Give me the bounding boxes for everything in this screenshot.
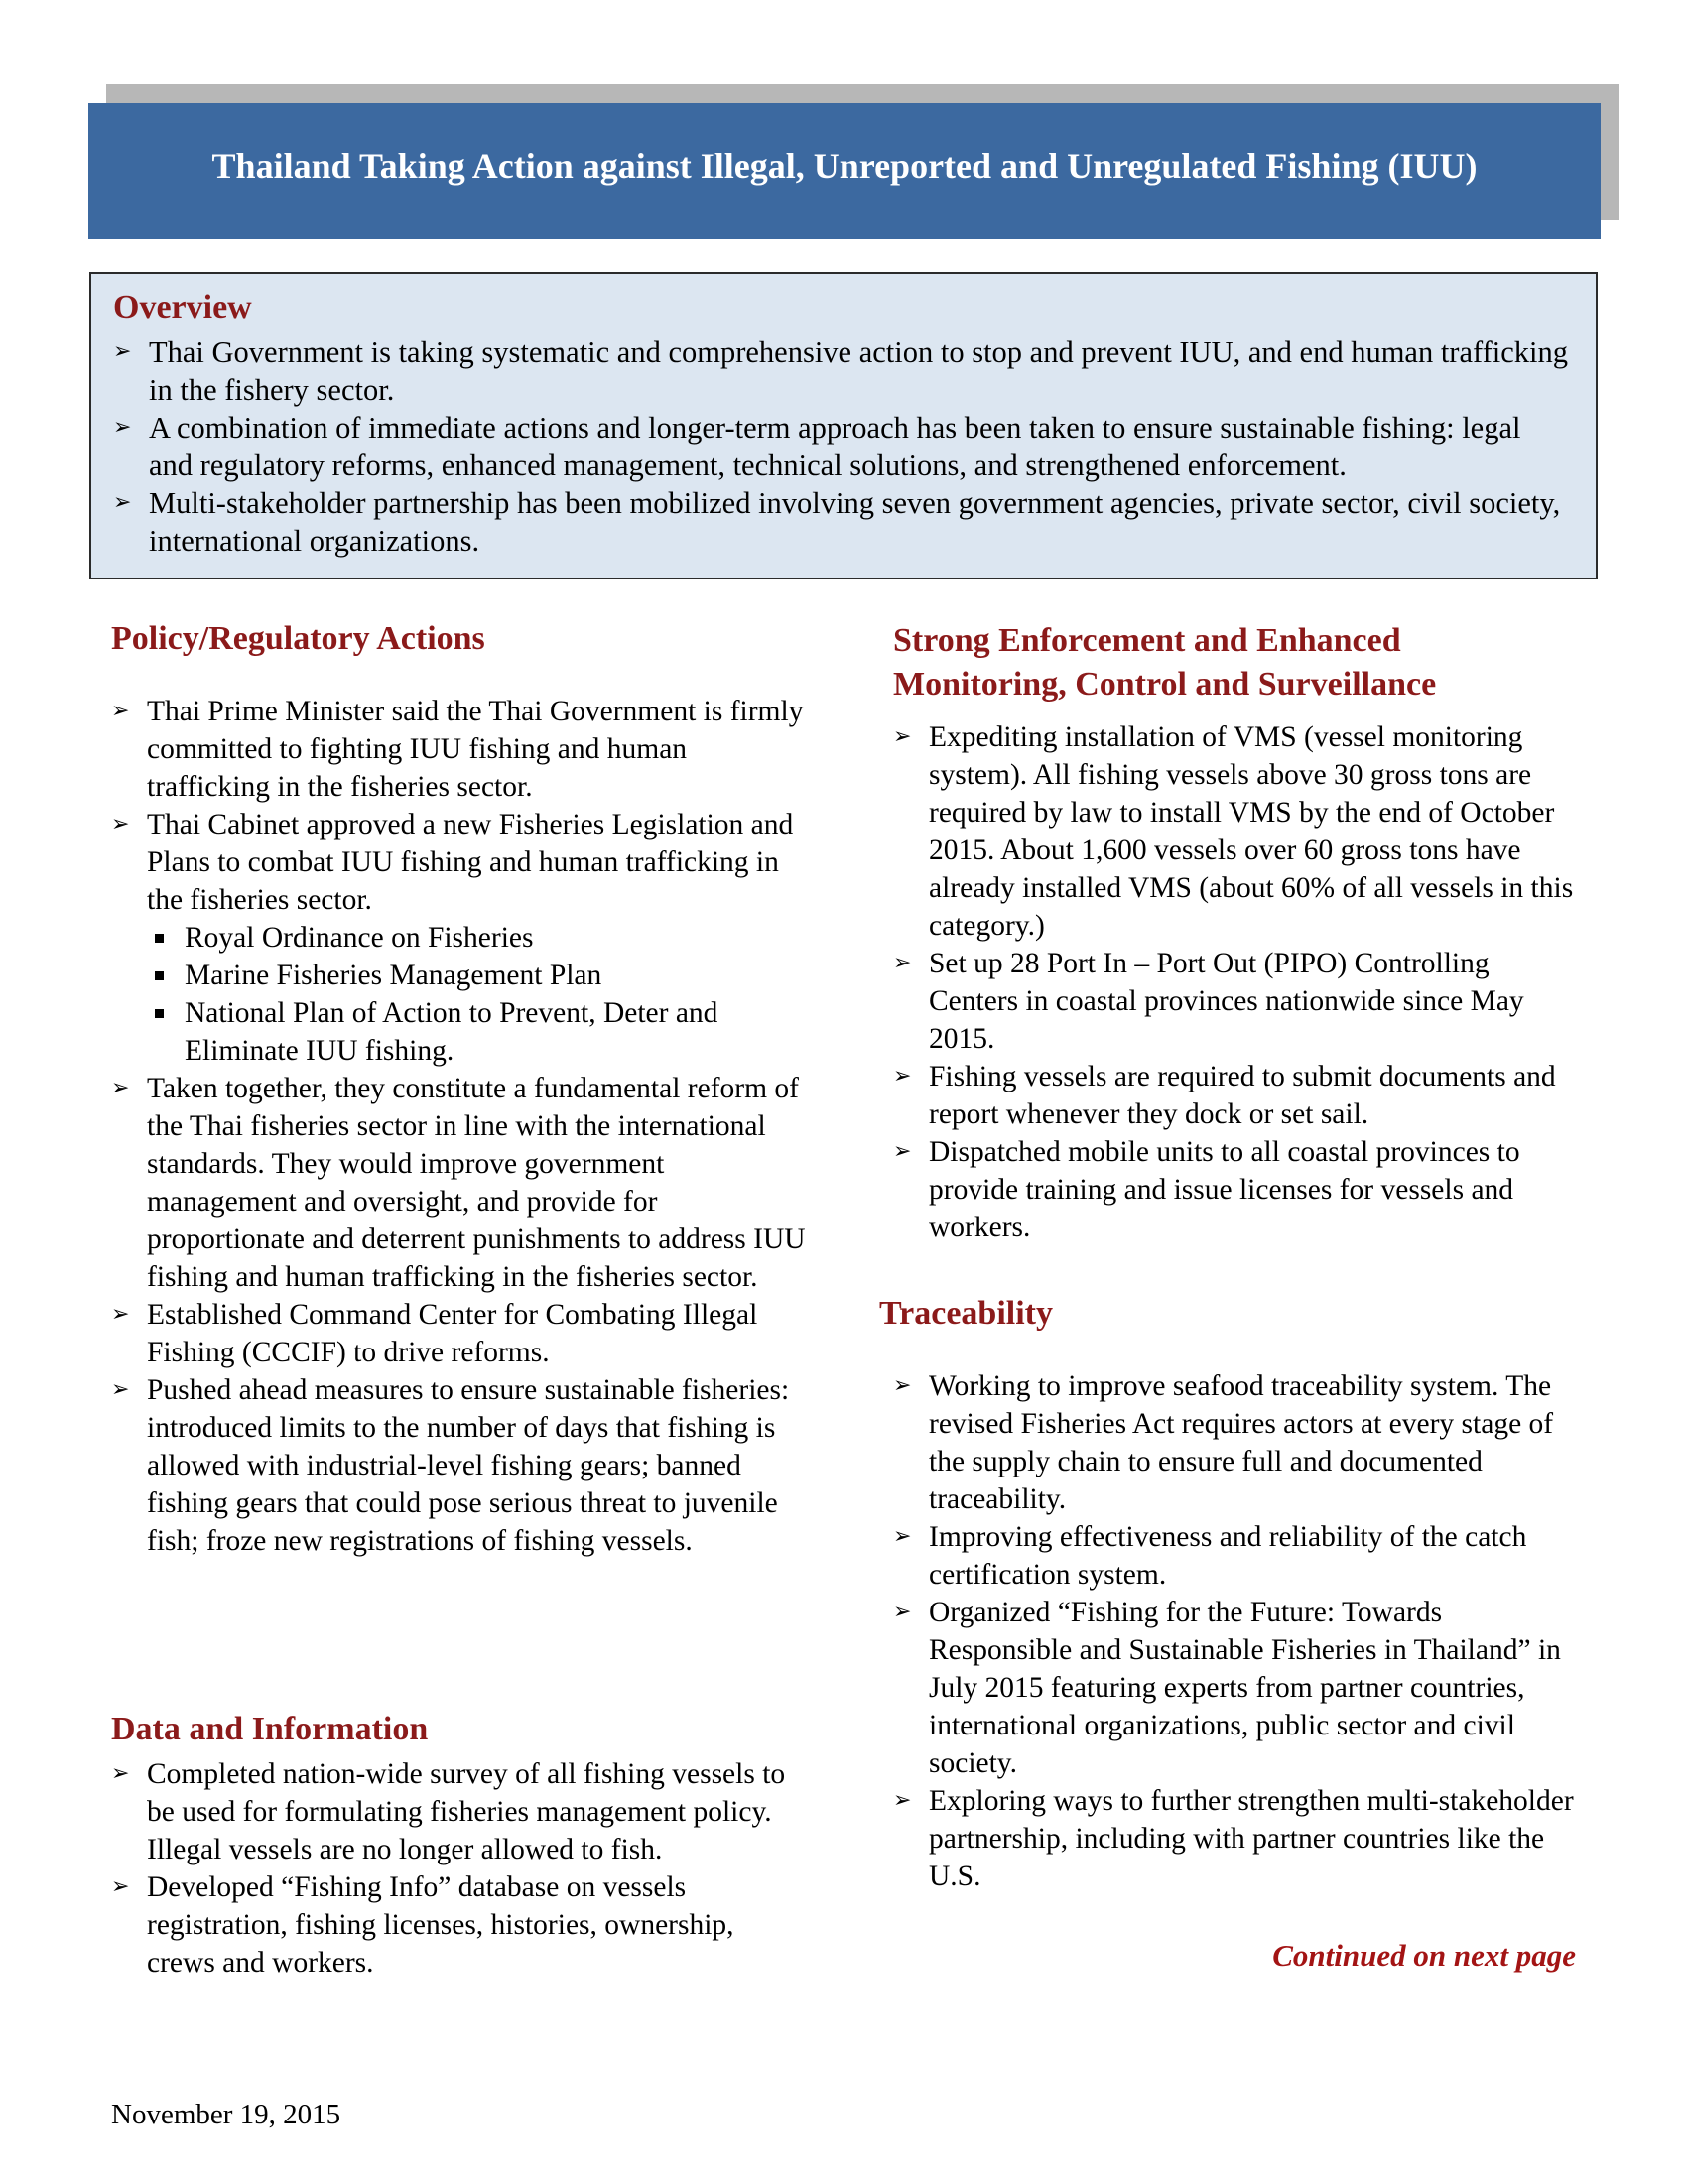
data-info-list [111,1755,806,1982]
list-item: ➢ Multi-stakeholder partnership has been mobilized involving seven government agencies, private sector, civil society, international organizations. [113,486,1561,558]
square-bullet-icon [155,1009,164,1018]
arrow-bullet-icon: ➢ [893,1064,912,1089]
policy-list-cont [111,1070,806,1560]
list-item: ➢ Set up 28 Port In – Port Out (PIPO) Controlling Centers in coastal provinces nationwide since May 2015. [893,945,1578,1058]
arrow-bullet-icon: ➢ [111,1377,130,1402]
square-bullet-icon [155,971,164,980]
arrow-bullet-icon: ➢ [893,724,912,749]
traceability-title: Traceability [879,1295,1053,1332]
enforcement-list [893,718,1578,1246]
list-item: ➢ Established Command Center for Combating Illegal Fishing (CCCIF) to drive reforms. [111,1296,806,1371]
arrow-bullet-icon: ➢ [893,1600,912,1624]
sub-list-item: Marine Fisheries Management Plan [111,957,806,994]
arrow-bullet-icon: ➢ [111,812,130,836]
policy-title: Policy/Regulatory Actions [111,620,485,657]
list-item: ➢ Dispatched mobile units to all coastal provinces to provide training and issue licenses for vessels and workers. [893,1133,1578,1246]
page-title: Thailand Taking Action against Illegal, Unreported and Unregulated Fishing (IUU) [211,145,1478,186]
list-item: ➢ Taken together, they constitute a fundamental reform of the Thai fisheries sector in line with the international standards. They would improve government management and oversight, and provide for proportionate and deterrent punishments to address IUU fishing and human trafficking in the fisheries sector. [111,1070,806,1296]
list-item: ➢ Developed “Fishing Info” database on vessels registration, fishing licenses, histories, ownership, crews and workers. [111,1868,806,1982]
policy-list [111,693,806,919]
list-item: ➢ Organized “Fishing for the Future: Towards Responsible and Sustainable Fisheries in Thailand” in July 2015 featuring experts from partner countries, international organizations, public sector and civil society. [893,1594,1578,1782]
arrow-bullet-icon: ➢ [893,1524,912,1549]
arrow-bullet-icon: ➢ [113,490,132,515]
arrow-bullet-icon: ➢ [113,339,132,364]
arrow-bullet-icon: ➢ [113,415,132,440]
list-item: ➢ Thai Cabinet approved a new Fisheries Legislation and Plans to combat IUU fishing and human trafficking in the fisheries sector. [111,806,806,919]
square-bullet-icon [155,934,164,943]
arrow-bullet-icon: ➢ [111,1761,130,1786]
arrow-bullet-icon: ➢ [893,1139,912,1164]
list-item: ➢ Exploring ways to further strengthen multi-stakeholder partnership, including with partner countries like the U.S. [893,1782,1578,1895]
list-item: ➢ Thai Prime Minister said the Thai Government is firmly committed to fighting IUU fishing and human trafficking in the fisheries sector. [111,693,806,806]
data-info-section [111,1708,806,1982]
enforcement-section [891,619,1586,1246]
data-info-title: Data and Information [111,1711,429,1747]
enforcement-title: Strong Enforcement and Enhanced Monitoring, Control and Surveillance [893,622,1437,703]
document-date: November 19, 2015 [111,2099,341,2130]
overview-title: Overview [113,289,252,325]
policy-section [111,617,806,1560]
list-item: ➢ Thai Government is taking systematic and comprehensive action to stop and prevent IUU, and end human trafficking in the fishery sector. [113,335,1569,407]
header-banner [88,103,1601,239]
traceability-section [879,1292,1574,1895]
arrow-bullet-icon: ➢ [111,1302,130,1327]
arrow-bullet-icon: ➢ [111,699,130,723]
arrow-bullet-icon: ➢ [111,1874,130,1899]
arrow-bullet-icon: ➢ [111,1076,130,1100]
traceability-list [893,1367,1578,1895]
sub-list-item: National Plan of Action to Prevent, Deter and Eliminate IUU fishing. [111,994,806,1070]
overview-list [113,333,1572,560]
list-item: ➢ Expediting installation of VMS (vessel monitoring system). All fishing vessels above 30 gross tons are required by law to install VMS by the end of October 2015. About 1,600 vessels over 60 gross tons have already installed VMS (about 60% of all vessels in this category.) [893,718,1578,945]
list-item: ➢ Fishing vessels are required to submit documents and report whenever they dock or set sail. [893,1058,1578,1133]
arrow-bullet-icon: ➢ [893,1373,912,1398]
list-item: ➢ Pushed ahead measures to ensure sustainable fisheries: introduced limits to the number of days that fishing is allowed with industrial-level fishing gears; banned fishing gears that could pose serious threat to juvenile fish; froze new registrations of fishing vessels. [111,1371,806,1560]
list-item: ➢ Working to improve seafood traceability system. The revised Fisheries Act requires actors at every stage of the supply chain to ensure full and documented traceability. [893,1367,1578,1518]
list-item: ➢ Completed nation-wide survey of all fishing vessels to be used for formulating fisheries management policy. Illegal vessels are no longer allowed to fish. [111,1755,806,1868]
list-item: ➢ A combination of immediate actions and longer-term approach has been taken to ensure sustainable fishing: legal and regulatory reforms, enhanced management, technical solutions, and strengthened enforcement. [113,411,1521,482]
continued-note: Continued on next page [1272,1938,1576,1973]
arrow-bullet-icon: ➢ [893,951,912,975]
list-item: ➢ Improving effectiveness and reliability of the catch certification system. [893,1518,1578,1594]
overview-box [89,272,1598,579]
sub-list-item: Royal Ordinance on Fisheries [111,919,806,957]
policy-sub-list [111,919,806,1070]
arrow-bullet-icon: ➢ [893,1788,912,1813]
